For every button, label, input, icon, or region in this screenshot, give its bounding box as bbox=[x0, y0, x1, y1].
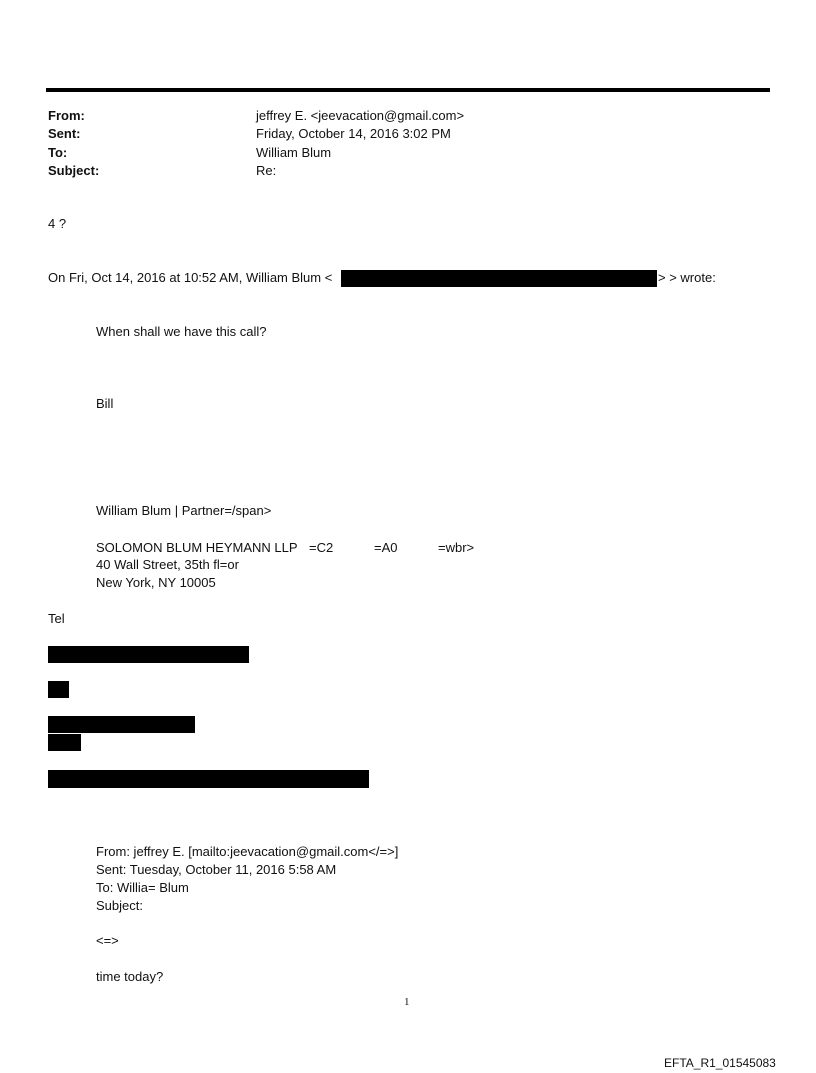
quoted-signoff: Bill bbox=[96, 396, 114, 411]
signature-name: William Blum | Partner=/span> bbox=[96, 503, 272, 518]
quoted-question: When shall we have this call? bbox=[96, 324, 267, 339]
reply-text: 4 ? bbox=[48, 216, 67, 231]
to-label: To: bbox=[48, 145, 68, 160]
quote-intro-suffix: > > wrote: bbox=[658, 270, 716, 285]
signature-firm: SOLOMON BLUM HEYMANN LLP bbox=[96, 540, 298, 555]
redaction-block bbox=[48, 681, 69, 698]
prior-sent: Sent: Tuesday, October 11, 2016 5:58 AM bbox=[96, 862, 337, 877]
prior-text: time today? bbox=[96, 969, 164, 984]
sent-value: Friday, October 14, 2016 3:02 PM bbox=[256, 126, 451, 141]
redaction-block bbox=[48, 716, 195, 733]
quote-intro-prefix: On Fri, Oct 14, 2016 at 10:52 AM, William Blum < bbox=[48, 270, 333, 285]
tel-label: Tel bbox=[48, 611, 65, 626]
from-value: jeffrey E. <jeevacation@gmail.com> bbox=[256, 108, 465, 123]
redaction-email bbox=[341, 270, 657, 287]
subject-value: Re: bbox=[256, 163, 277, 178]
header-divider bbox=[46, 88, 770, 92]
bates-id: EFTA_R1_01545083 bbox=[664, 1056, 776, 1070]
sent-label: Sent: bbox=[48, 126, 81, 141]
redaction-block bbox=[48, 646, 249, 663]
prior-from: From: jeffrey E. [mailto:jeevacation@gmail.com</=>] bbox=[96, 844, 399, 859]
from-label: From: bbox=[48, 108, 85, 123]
page-number: 1 bbox=[404, 996, 410, 1008]
signature-code-wbr: =wbr> bbox=[438, 540, 475, 555]
to-value: William Blum bbox=[256, 145, 332, 160]
prior-subject: Subject: bbox=[96, 898, 143, 913]
prior-marker: <=> bbox=[96, 933, 119, 948]
signature-address-line2: New York, NY 10005 bbox=[96, 575, 216, 590]
redaction-block bbox=[48, 734, 81, 751]
signature-code-a0: =A0 bbox=[374, 540, 398, 555]
signature-code-c2: =C2 bbox=[309, 540, 334, 555]
subject-label: Subject: bbox=[48, 163, 100, 178]
redaction-block bbox=[48, 770, 369, 788]
prior-to: To: Willia= Blum bbox=[96, 880, 189, 895]
signature-address-line1: 40 Wall Street, 35th fl=or bbox=[96, 557, 239, 572]
